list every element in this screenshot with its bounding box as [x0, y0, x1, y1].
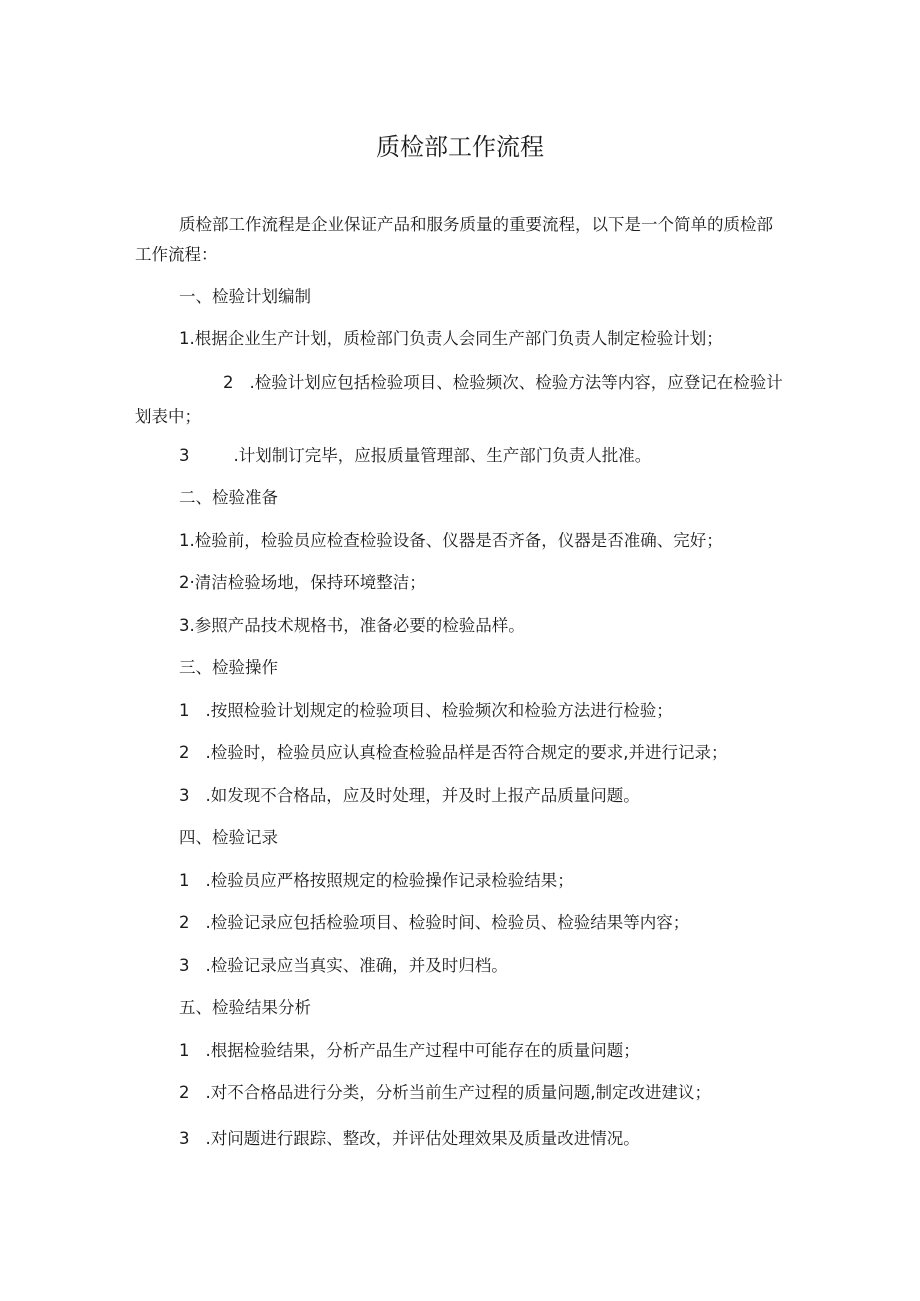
list-item: [179, 327, 723, 351]
item-text: .参照产品技术规格书，准备必要的检验品样。: [189, 616, 525, 635]
item-text: .根据企业生产计划，质检部门负责人会同生产部门负责人制定检验计划；: [189, 329, 723, 348]
item-text: .按照检验计划规定的检验项目、检验频次和检验方法进行检验；: [205, 701, 673, 720]
list-item: [179, 444, 651, 468]
item-text: .检验记录应当真实、准确，并及时归档。: [205, 956, 508, 975]
item-text: .检验前，检验员应检查检验设备、仪器是否齐备，仪器是否准确、完好；: [189, 531, 723, 550]
list-item: [179, 869, 574, 893]
list-item: [179, 911, 689, 935]
item-text: .检验计划应包括检验项目、检验频次、检验方法等内容，应登记在检验计划表中；: [135, 373, 783, 426]
section-heading: 一、检验计划编制: [179, 287, 311, 306]
item-text: .对问题进行跟踪、整改，并评估处理效果及质量改进情况。: [205, 1129, 640, 1148]
item-number: 3: [179, 956, 190, 975]
item-text: .检验员应严格按照规定的检验操作记录检验结果；: [205, 871, 574, 890]
list-item: [135, 366, 785, 434]
item-text: .检验时，检验员应认真检查检验品样是否符合规定的要求,并进行记录；: [205, 743, 728, 762]
item-text: .计划制订完毕，应报质量管理部、生产部门负责人批准。: [233, 446, 652, 465]
item-number: 2: [179, 743, 190, 762]
item-number: 3: [179, 1129, 190, 1148]
item-number: 3: [179, 446, 190, 465]
section-heading: 五、检验结果分析: [179, 998, 311, 1017]
item-text: .根据检验结果，分析产品生产过程中可能存在的质量问题；: [205, 1041, 640, 1060]
list-item: [179, 741, 728, 765]
section-heading: 四、检验记录: [179, 828, 278, 847]
item-number: 2: [179, 913, 190, 932]
item-number: 1: [179, 701, 190, 720]
item-number: 1: [179, 531, 190, 550]
section-heading: 三、检验操作: [179, 658, 278, 677]
item-number: 3: [179, 616, 190, 635]
list-item: [179, 699, 673, 723]
item-text: .检验记录应包括检验项目、检验时间、检验员、检验结果等内容；: [205, 913, 690, 932]
item-number: 1: [179, 871, 190, 890]
item-number: 3: [179, 786, 190, 805]
item-text: .如发现不合格品，应及时处理，并及时上报产品质量问题。: [205, 786, 640, 805]
item-number: 2: [179, 1083, 190, 1102]
list-item: [179, 784, 640, 808]
list-item: [179, 571, 426, 595]
item-number: 1: [179, 329, 190, 348]
list-item: [179, 614, 525, 638]
list-item: [179, 1081, 711, 1105]
item-number: 1: [179, 1041, 190, 1060]
intro-paragraph: 质检部工作流程是企业保证产品和服务质量的重要流程，以下是一个简单的质检部工作流程：: [135, 215, 773, 264]
item-number: 2: [223, 373, 234, 392]
list-item: [179, 1127, 640, 1151]
item-number: 2: [179, 573, 190, 592]
item-text: .对不合格品进行分类，分析当前生产过程的质量问题,制定改进建议；: [205, 1083, 711, 1102]
list-item: [179, 954, 508, 978]
page-title: 质检部工作流程: [376, 133, 544, 161]
list-item: [179, 1039, 640, 1063]
list-item: [179, 529, 723, 553]
section-heading: 二、检验准备: [179, 488, 278, 507]
item-text: ·清洁检验场地，保持环境整洁；: [189, 573, 426, 592]
